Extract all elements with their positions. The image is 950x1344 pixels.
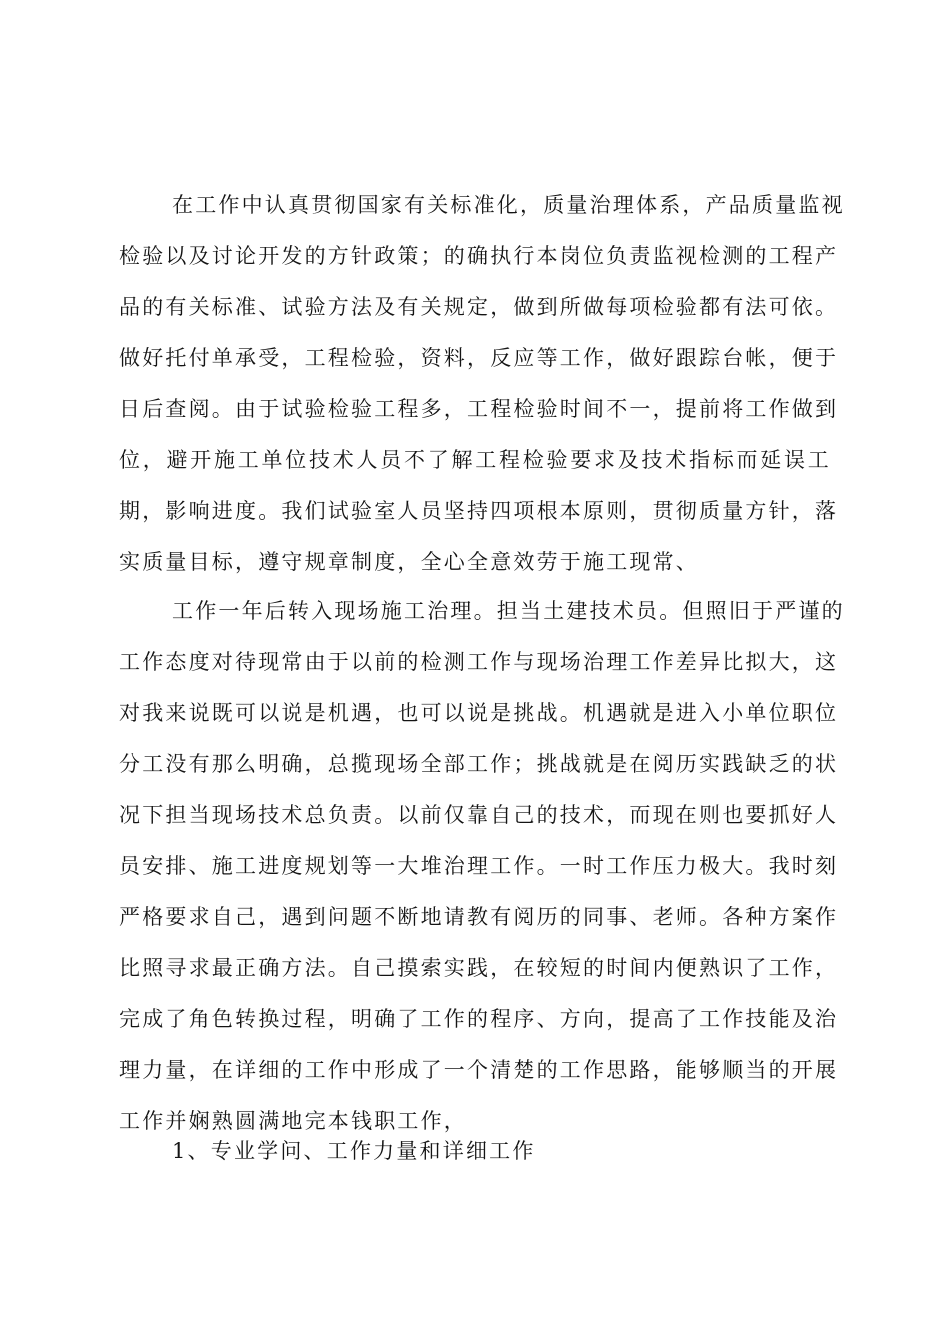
paragraph-line: 况下担当现场技术总负责。以前仅靠自己的技术，而现在则也要抓好人: [119, 803, 839, 827]
paragraph-line: 严格要求自己，遇到问题不断地请教有阅历的同事、老师。各种方案作: [119, 905, 839, 929]
paragraph-line: 位，避开施工单位技术人员不了解工程检验要求及技术指标而延误工: [119, 448, 831, 472]
section-heading-block: [119, 1126, 831, 1177]
paragraph-line: 在工作中认真贯彻国家有关标准化，质量治理体系，产品质量监视: [172, 193, 845, 217]
paragraph-1: [119, 180, 845, 588]
paragraph-line: 实质量目标，遵守规章制度，全心全意效劳于施工现常、: [119, 550, 699, 574]
paragraph-line: 完成了角色转换过程，明确了工作的程序、方向，提高了工作技能及治: [119, 1007, 839, 1031]
paragraph-line: 分工没有那么明确，总揽现场全部工作；挑战就是在阅历实践缺乏的状: [119, 752, 839, 776]
paragraph-2: [119, 586, 845, 1147]
paragraph-line: 日后查阅。由于试验检验工程多，工程检验时间不一，提前将工作做到: [119, 397, 839, 421]
paragraph-line: 品的有关标准、试验方法及有关规定，做到所做每项检验都有法可依。: [119, 295, 839, 319]
paragraph-line: 理力量，在详细的工作中形成了一个清楚的工作思路，能够顺当的开展: [119, 1058, 839, 1082]
paragraph-line: 员安排、施工进度规划等一大堆治理工作。一时工作压力极大。我时刻: [119, 854, 839, 878]
paragraph-line: 检验以及讨论开发的方针政策；的确执行本岗位负责监视检测的工程产: [119, 244, 839, 268]
paragraph-line: 工作并娴熟圆满地完本钱职工作，: [119, 1109, 467, 1133]
paragraph-line: 工作一年后转入现场施工治理。担当土建技术员。但照旧于严谨的: [172, 599, 845, 623]
paragraph-line: 比照寻求最正确方法。自己摸索实践，在较短的时间内便熟识了工作，: [119, 956, 839, 980]
paragraph-line: 对我来说既可以说是机遇，也可以说是挑战。机遇就是进入小单位职位: [119, 701, 839, 725]
section-heading: 1、专业学问、工作力量和详细工作: [172, 1139, 536, 1163]
paragraph-line: 期，影响进度。我们试验室人员坚持四项根本原则，贯彻质量方针，落: [119, 499, 839, 523]
paragraph-line: 工作态度对待现常由于以前的检测工作与现场治理工作差异比拟大，这: [119, 650, 839, 674]
paragraph-line: 做好托付单承受，工程检验，资料，反应等工作，做好跟踪台帐，便于: [119, 346, 839, 370]
